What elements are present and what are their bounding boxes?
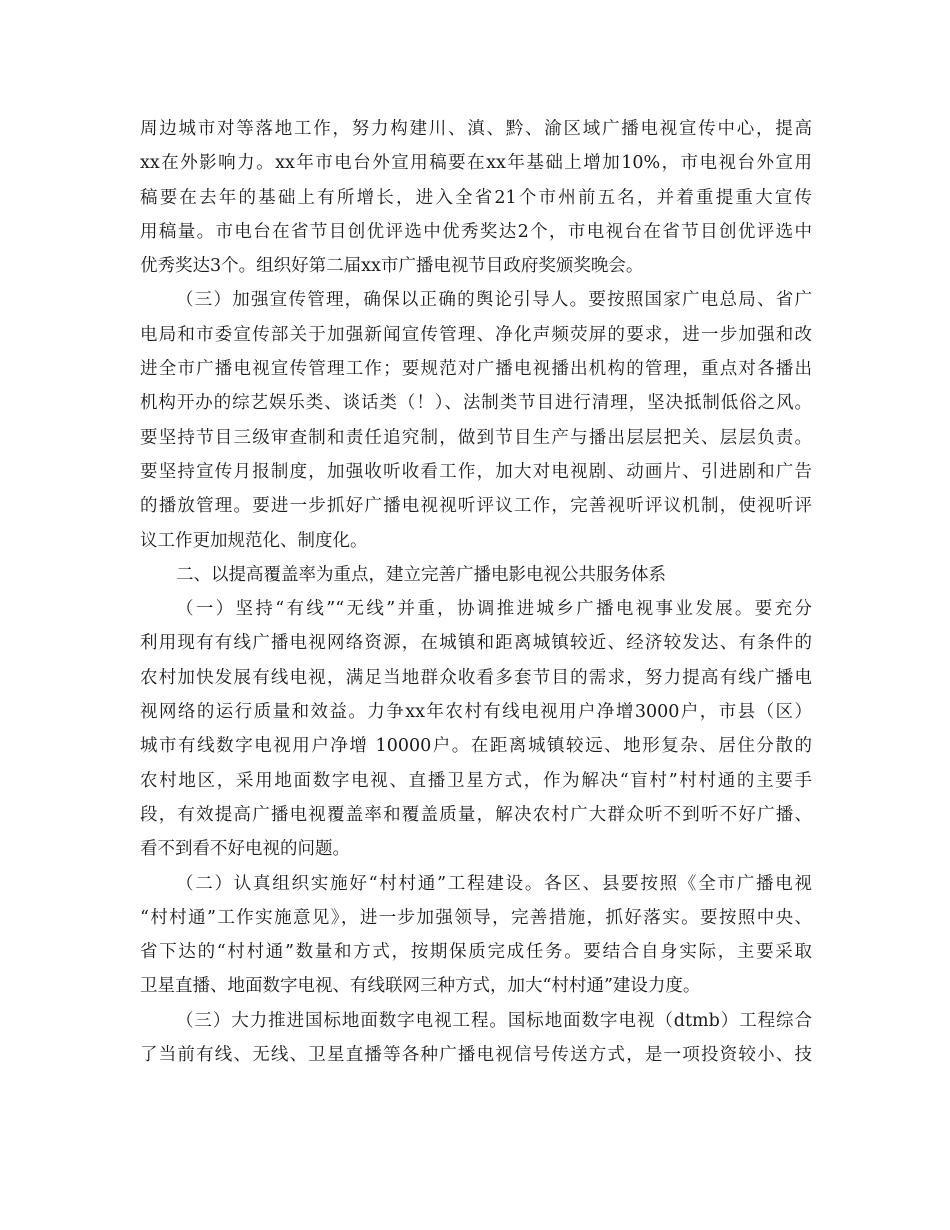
text-line: xx在外影响力。xx年市电台外宣用稿要在xx年基础上增加10%，市电视台外宣用: [140, 153, 812, 174]
text-line: 了当前有线、无线、卫星直播等各种广播电视信号传送方式，是一项投资较小、技: [140, 1045, 812, 1066]
text-line: 段，有效提高广播电视覆盖率和覆盖质量，解决农村广大群众听不到听不好广播、: [140, 804, 812, 825]
text-line: 电局和市委宣传部关于加强新闻宣传管理、净化声频荧屏的要求，进一步加强和改: [140, 324, 812, 345]
text-line: （三）加强宣传管理，确保以正确的舆论引导人。要按照国家广电总局、省广: [176, 290, 812, 311]
text-line: 优秀奖达3个。组织好第二届xx市广播电视节目政府奖颁奖晚会。: [140, 256, 644, 277]
text-line: 看不到看不好电视的问题。: [140, 839, 350, 860]
text-line: （二）认真组织实施好“村村通”工程建设。各区、县要按照《全市广播电视: [176, 873, 812, 894]
text-line: 的播放管理。要进一步抓好广播电视视听评议工作，完善视听评议机制，使视听评: [140, 496, 812, 517]
text-line: 机构开办的综艺娱乐类、谈话类（！）、法制类节目进行清理，坚决抵制低俗之风。: [140, 393, 812, 414]
text-line: 省下达的“村村通”数量和方式，按期保质完成任务。要结合自身实际，主要采取: [140, 942, 812, 963]
text-line: 议工作更加规范化、制度化。: [140, 530, 368, 551]
text-line: 农村加快发展有线电视，满足当地群众收看多套节目的需求，努力提高有线广播电: [140, 667, 812, 688]
text-line: 用稿量。市电台在省节目创优评选中优秀奖达2个，市电视台在省节目创优评选中: [140, 221, 812, 242]
text-line: 要坚持宣传月报制度，加强收听收看工作，加大对电视剧、动画片、引进剧和广告: [140, 461, 812, 482]
text-line: 农村地区，采用地面数字电视、直播卫星方式，作为解决“盲村”村村通的主要手: [140, 770, 812, 791]
text-line: 稿要在去年的基础上有所增长，进入全省21个市州前五名，并着重提重大宣传: [140, 187, 812, 208]
text-line: 卫星直播、地面数字电视、有线联网三种方式，加大“村村通”建设力度。: [140, 976, 701, 997]
text-line: 周边城市对等落地工作，努力构建川、滇、黔、渝区域广播电视宣传中心，提高: [140, 119, 812, 139]
text-line: 视网络的运行质量和效益。力争xx年农村有线电视用户净增3000户，市县（区）: [140, 702, 812, 723]
text-line: “村村通”工作实施意见》，进一步加强领导，完善措施，抓好落实。要按照中央、: [140, 907, 812, 928]
document-body: [140, 112, 812, 1072]
text-line: 要坚持节目三级审查制和责任追究制，做到节目生产与播出层层把关、层层负责。: [140, 427, 812, 448]
text-line: （一）坚持“有线”“无线”并重，协调推进城乡广播电视事业发展。要充分: [176, 599, 812, 620]
text-line: （三）大力推进国标地面数字电视工程。国标地面数字电视（dtmb）工程综合: [176, 1010, 812, 1031]
text-line: 进全市广播电视宣传管理工作；要规范对广播电视播出机构的管理，重点对各播出: [140, 359, 812, 380]
text-line: 二、以提高覆盖率为重点，建立完善广播电影电视公共服务体系: [176, 564, 666, 585]
text-line: 利用现有有线广播电视网络资源，在城镇和距离城镇较近、经济较发达、有条件的: [140, 633, 812, 654]
text-line: 城市有线数字电视用户净增 10000户。在距离城镇较远、地形复杂、居住分散的: [140, 736, 812, 757]
